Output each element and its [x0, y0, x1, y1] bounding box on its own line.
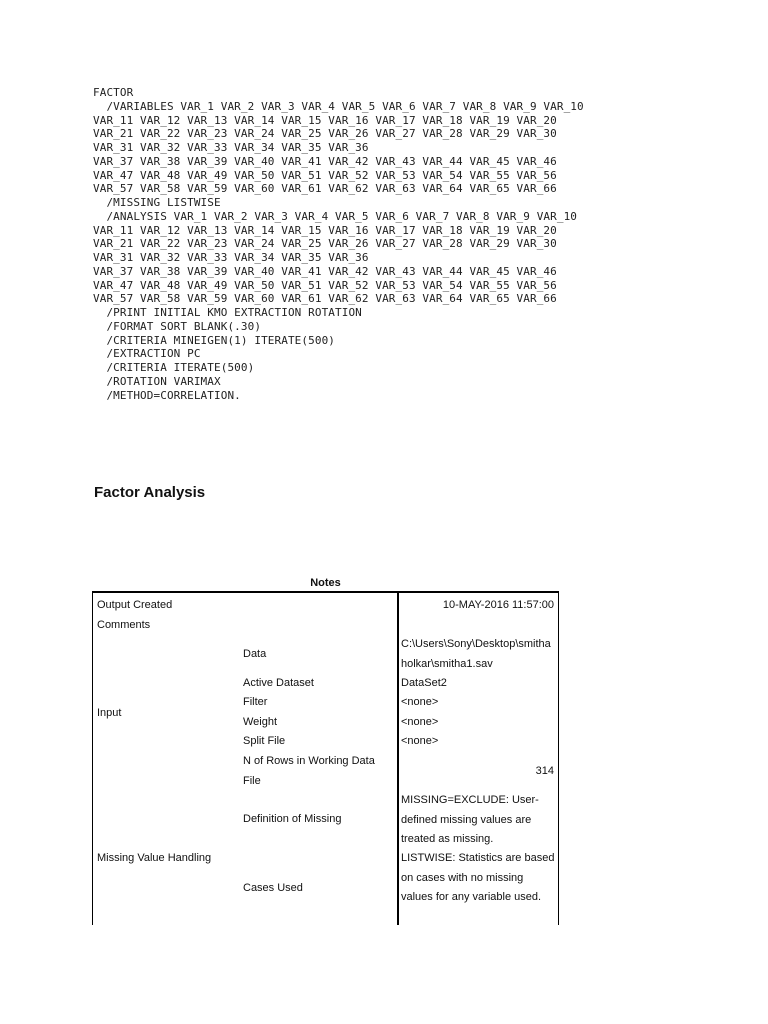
sub-label-data: Data: [243, 648, 267, 660]
syntax-line: /ROTATION VARIMAX: [93, 374, 221, 388]
table-title: Notes: [310, 577, 341, 589]
syntax-line: VAR_21 VAR_22 VAR_23 VAR_24 VAR_25 VAR_26 VAR_27 VAR_28 VAR_29 VAR_30: [93, 237, 557, 251]
syntax-line: /EXTRACTION PC: [93, 347, 201, 361]
syntax-line: VAR_57 VAR_58 VAR_59 VAR_60 VAR_61 VAR_62 VAR_63 VAR_64 VAR_65 VAR_66: [93, 182, 557, 196]
syntax-line: /CRITERIA ITERATE(500): [93, 361, 255, 374]
cases-used-value: LISTWISE: Statistics are based on cases with no missing values for any variable used.: [401, 852, 555, 903]
notes-table: [92, 591, 559, 925]
sub-label-n-rows: N of Rows in Working Data File: [243, 755, 375, 787]
syntax-line: VAR_47 VAR_48 VAR_49 VAR_50 VAR_51 VAR_52 VAR_53 VAR_54 VAR_55 VAR_56: [93, 168, 557, 182]
syntax-line: VAR_37 VAR_38 VAR_39 VAR_40 VAR_41 VAR_42 VAR_43 VAR_44 VAR_45 VAR_46: [93, 154, 557, 168]
split-file-value: <none>: [401, 735, 439, 747]
sub-label-active-dataset: Active Dataset: [243, 677, 314, 689]
syntax-line: FACTOR: [93, 86, 134, 99]
syntax-line: /FORMAT SORT BLANK(.30): [93, 319, 262, 333]
syntax-line: VAR_37 VAR_38 VAR_39 VAR_40 VAR_41 VAR_42 VAR_43 VAR_44 VAR_45 VAR_46: [93, 264, 557, 278]
output-created-value: 10-MAY-2016 11:57:00: [442, 599, 554, 611]
table-border-right: [558, 592, 559, 925]
syntax-line: VAR_11 VAR_12 VAR_13 VAR_14 VAR_15 VAR_16 VAR_17 VAR_18 VAR_19 VAR_20: [93, 223, 557, 237]
section-heading: Factor Analysis: [94, 484, 206, 501]
sub-label-weight: Weight: [243, 716, 278, 728]
table-divider: [397, 592, 399, 925]
syntax-line: /MISSING LISTWISE: [93, 196, 221, 209]
syntax-line: /CRITERIA MINEIGEN(1) ITERATE(500): [93, 333, 336, 347]
sub-label-split-file: Split File: [243, 735, 286, 747]
syntax-line: /PRINT INITIAL KMO EXTRACTION ROTATION: [93, 306, 362, 319]
syntax-line: VAR_57 VAR_58 VAR_59 VAR_60 VAR_61 VAR_62 VAR_63 VAR_64 VAR_65 VAR_66: [93, 292, 557, 306]
syntax-line: VAR_31 VAR_32 VAR_33 VAR_34 VAR_35 VAR_36: [93, 251, 369, 264]
sub-label-cases-used: Cases Used: [243, 882, 303, 894]
syntax-line: VAR_21 VAR_22 VAR_23 VAR_24 VAR_25 VAR_26 VAR_27 VAR_28 VAR_29 VAR_30: [93, 127, 557, 141]
syntax-line: /METHOD=CORRELATION.: [93, 388, 241, 402]
syntax-line: /ANALYSIS VAR_1 VAR_2 VAR_3 VAR_4 VAR_5 VAR_6 VAR_7 VAR_8 VAR_9 VAR_10: [93, 209, 578, 223]
data-path-value: C:\Users\Sony\Desktop\smitha holkar\smitha1.sav: [401, 638, 551, 670]
row-label-output-created: Output Created: [97, 599, 173, 611]
filter-value: <none>: [401, 696, 439, 708]
active-dataset-value: DataSet2: [401, 677, 447, 689]
row-label-input: Input: [97, 707, 122, 719]
definition-of-missing-value: MISSING=EXCLUDE: User-defined missing values are treated as missing.: [401, 794, 539, 845]
table-border-top: [92, 592, 559, 593]
syntax-line: VAR_11 VAR_12 VAR_13 VAR_14 VAR_15 VAR_16 VAR_17 VAR_18 VAR_19 VAR_20: [93, 113, 557, 127]
weight-value: <none>: [401, 716, 439, 728]
sub-label-definition-of-missing: Definition of Missing: [243, 813, 342, 825]
table-border-left: [92, 592, 93, 925]
sub-label-filter: Filter: [243, 696, 268, 708]
n-rows-value: 314: [535, 765, 554, 777]
factor-syntax-block: [93, 86, 584, 402]
syntax-line: VAR_47 VAR_48 VAR_49 VAR_50 VAR_51 VAR_52 VAR_53 VAR_54 VAR_55 VAR_56: [93, 278, 557, 292]
row-label-missing-value-handling: Missing Value Handling: [97, 852, 212, 864]
row-label-comments: Comments: [97, 619, 151, 631]
syntax-line: /VARIABLES VAR_1 VAR_2 VAR_3 VAR_4 VAR_5 VAR_6 VAR_7 VAR_8 VAR_9 VAR_10: [93, 99, 584, 113]
syntax-line: VAR_31 VAR_32 VAR_33 VAR_34 VAR_35 VAR_36: [93, 141, 369, 154]
